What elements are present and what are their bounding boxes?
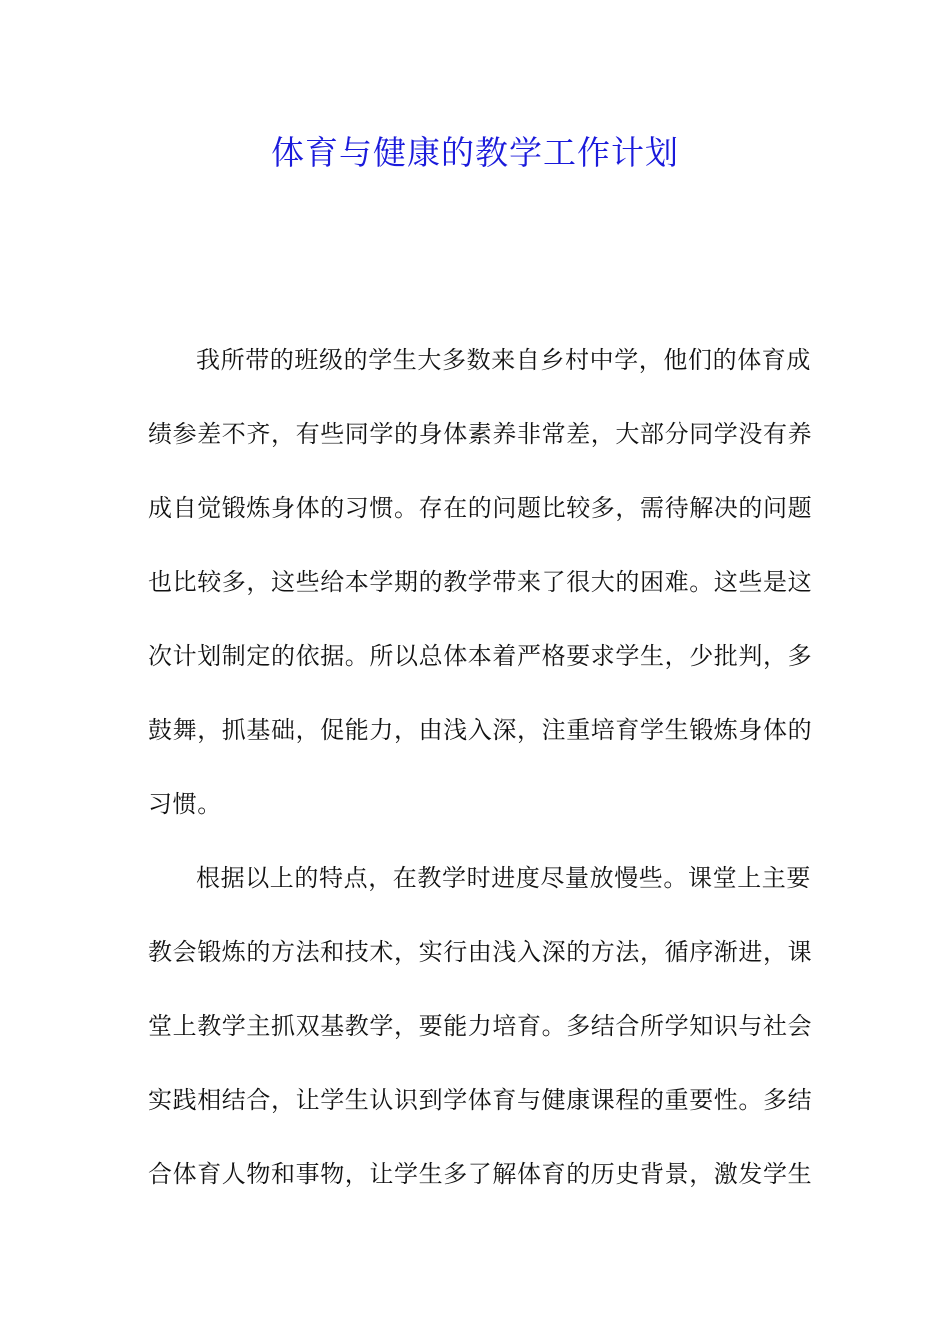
paragraph-line: 堂上教学主抓双基教学，要能力培育。多结合所学知识与社会 bbox=[148, 1012, 813, 1040]
paragraph-line: 根据以上的特点，在教学时进度尽量放慢些。课堂上主要 bbox=[196, 864, 811, 892]
paragraph-2 bbox=[148, 852, 813, 1222]
paragraph-1 bbox=[148, 334, 813, 852]
paragraph-line: 次计划制定的依据。所以总体本着严格要求学生，少批判，多 bbox=[148, 642, 813, 670]
paragraph-line: 鼓舞，抓基础，促能力，由浅入深，注重培育学生锻炼身体的 bbox=[148, 716, 813, 744]
paragraph-line: 也比较多，这些给本学期的教学带来了很大的困难。这些是这 bbox=[148, 568, 813, 596]
paragraph-line: 合体育人物和事物，让学生多了解体育的历史背景，激发学生 bbox=[148, 1160, 813, 1188]
paragraph-line: 教会锻炼的方法和技术，实行由浅入深的方法，循序渐进，课 bbox=[148, 938, 813, 966]
paragraph-line: 习惯。 bbox=[148, 790, 222, 818]
paragraph-line: 我所带的班级的学生大多数来自乡村中学，他们的体育成 bbox=[196, 346, 811, 374]
document-title: 体育与健康的教学工作计划 bbox=[271, 133, 679, 172]
paragraph-line: 成自觉锻炼身体的习惯。存在的问题比较多，需待解决的问题 bbox=[148, 494, 813, 522]
paragraph-line: 实践相结合，让学生认识到学体育与健康课程的重要性。多结 bbox=[148, 1086, 813, 1114]
paragraph-line: 绩参差不齐，有些同学的身体素养非常差，大部分同学没有养 bbox=[148, 420, 813, 448]
document-body bbox=[148, 334, 813, 1222]
